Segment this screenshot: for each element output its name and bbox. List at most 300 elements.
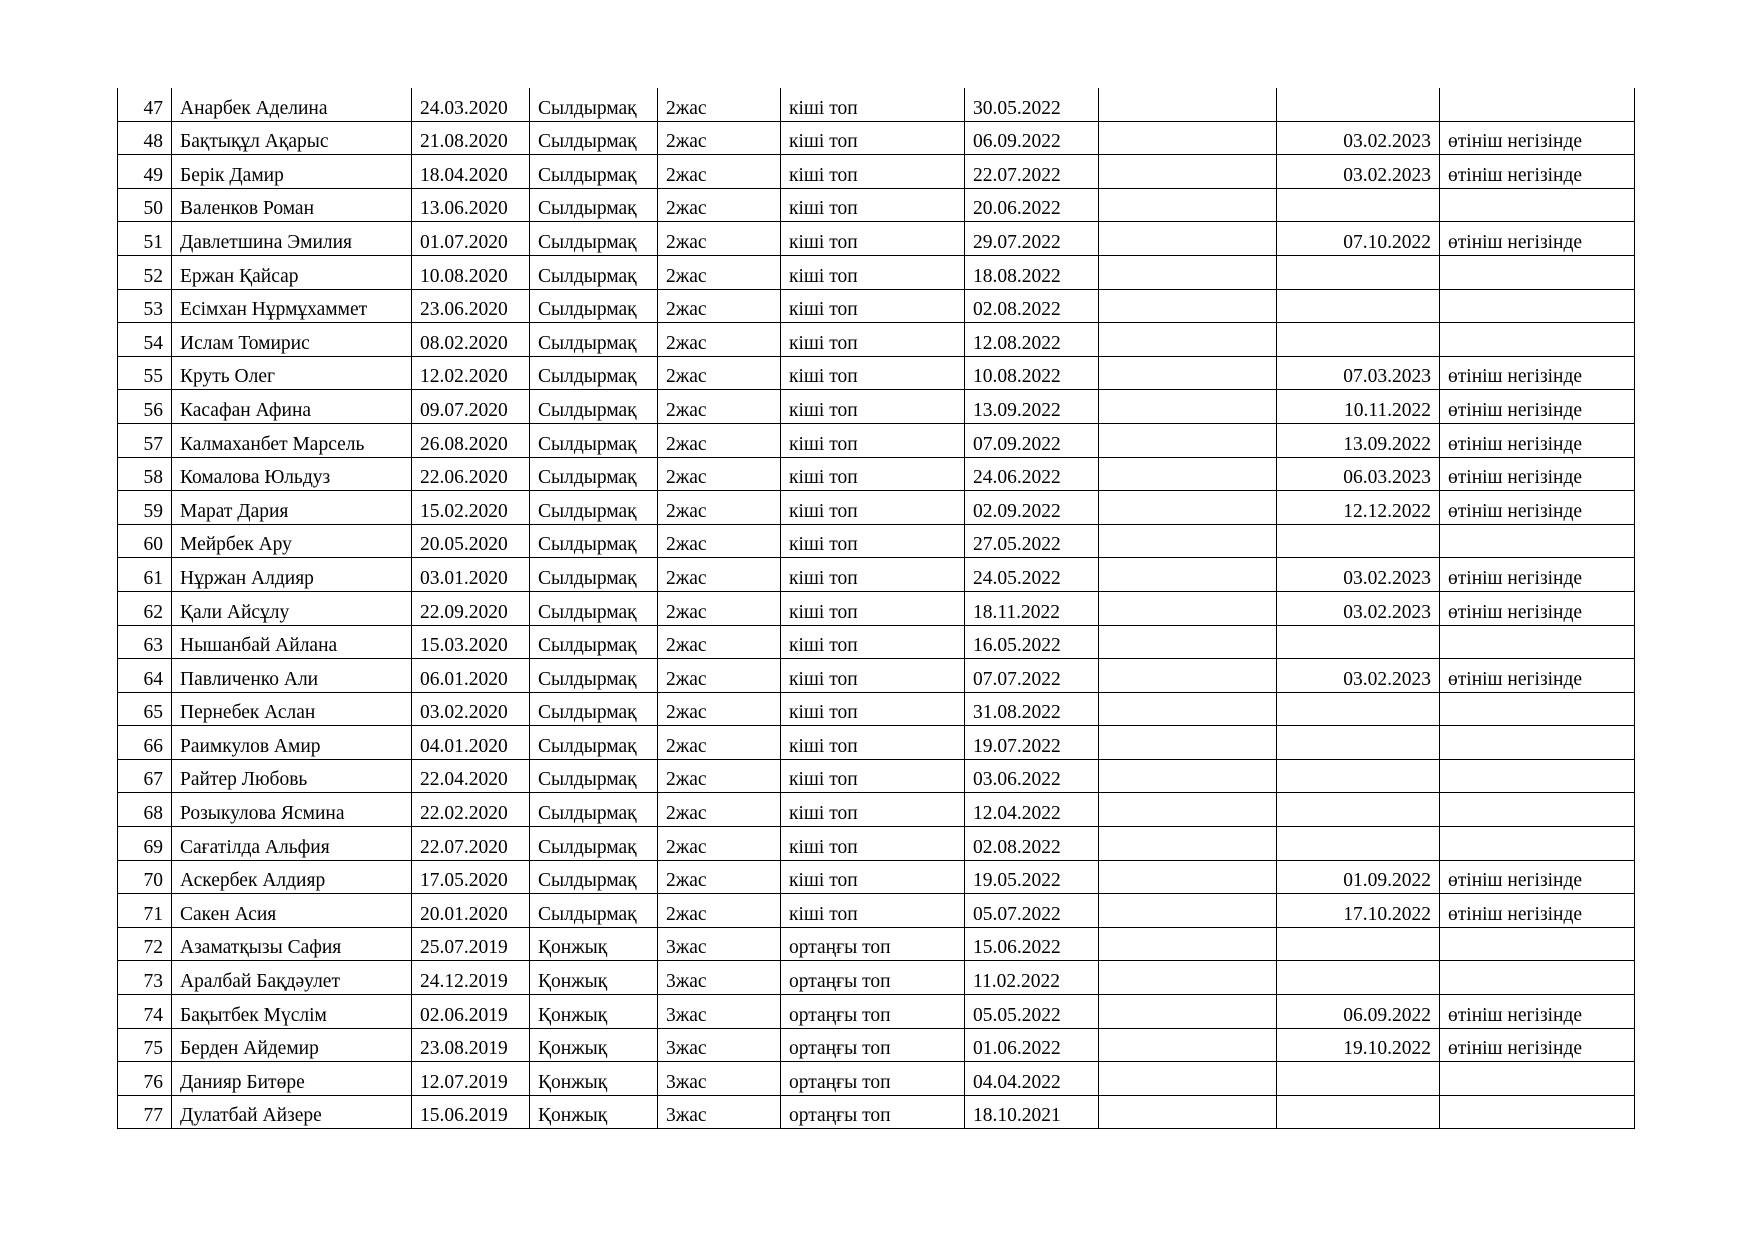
leaving-date: 10.11.2022	[1277, 390, 1440, 424]
table-row	[118, 155, 1635, 189]
group-level: кіші топ	[781, 121, 965, 155]
child-name: Дулатбай Айзере	[172, 1095, 412, 1129]
birth-date: 21.08.2020	[412, 121, 530, 155]
group-level: кіші топ	[781, 423, 965, 457]
leaving-reason	[1440, 726, 1635, 760]
enrollment-date: 30.05.2022	[965, 88, 1099, 121]
birth-date: 03.01.2020	[412, 558, 530, 592]
row-number: 70	[118, 860, 172, 894]
empty-cell	[1099, 491, 1277, 525]
row-number: 56	[118, 390, 172, 424]
age: 2жас	[658, 289, 781, 323]
leaving-date: 03.02.2023	[1277, 591, 1440, 625]
row-number: 60	[118, 524, 172, 558]
table-row	[118, 121, 1635, 155]
group-name: Сылдырмақ	[530, 457, 658, 491]
group-name: Сылдырмақ	[530, 121, 658, 155]
group-name: Қонжық	[530, 1062, 658, 1096]
age: 2жас	[658, 860, 781, 894]
empty-cell	[1099, 289, 1277, 323]
leaving-date	[1277, 827, 1440, 861]
empty-cell	[1099, 88, 1277, 121]
row-number: 52	[118, 255, 172, 289]
group-level: кіші топ	[781, 255, 965, 289]
child-name: Данияр Битөре	[172, 1062, 412, 1096]
age: 2жас	[658, 491, 781, 525]
leaving-date: 01.09.2022	[1277, 860, 1440, 894]
child-name: Мейрбек Ару	[172, 524, 412, 558]
age: 2жас	[658, 558, 781, 592]
group-name: Сылдырмақ	[530, 423, 658, 457]
child-name: Азаматқызы Сафия	[172, 927, 412, 961]
enrollment-date: 06.09.2022	[965, 121, 1099, 155]
leaving-reason	[1440, 289, 1635, 323]
birth-date: 09.07.2020	[412, 390, 530, 424]
row-number: 48	[118, 121, 172, 155]
leaving-reason	[1440, 793, 1635, 827]
leaving-reason: өтініш негізінде	[1440, 995, 1635, 1029]
age: 2жас	[658, 255, 781, 289]
empty-cell	[1099, 356, 1277, 390]
table-row	[118, 558, 1635, 592]
row-number: 77	[118, 1095, 172, 1129]
table-row	[118, 222, 1635, 256]
leaving-reason: өтініш негізінде	[1440, 1028, 1635, 1062]
row-number: 76	[118, 1062, 172, 1096]
group-name: Сылдырмақ	[530, 356, 658, 390]
birth-date: 25.07.2019	[412, 927, 530, 961]
leaving-date	[1277, 961, 1440, 995]
child-name: Пернебек Аслан	[172, 692, 412, 726]
leaving-reason: өтініш негізінде	[1440, 121, 1635, 155]
birth-date: 01.07.2020	[412, 222, 530, 256]
table-row	[118, 491, 1635, 525]
child-name: Давлетшина Эмилия	[172, 222, 412, 256]
row-number: 71	[118, 894, 172, 928]
empty-cell	[1099, 1028, 1277, 1062]
leaving-reason: өтініш негізінде	[1440, 558, 1635, 592]
age: 2жас	[658, 356, 781, 390]
child-name: Розыкулова Ясмина	[172, 793, 412, 827]
enrollment-date: 19.07.2022	[965, 726, 1099, 760]
child-name: Комалова Юльдуз	[172, 457, 412, 491]
group-level: ортаңғы топ	[781, 1028, 965, 1062]
leaving-date	[1277, 289, 1440, 323]
leaving-reason	[1440, 927, 1635, 961]
child-name: Анарбек Аделина	[172, 88, 412, 121]
group-level: кіші топ	[781, 88, 965, 121]
row-number: 61	[118, 558, 172, 592]
leaving-reason: өтініш негізінде	[1440, 390, 1635, 424]
birth-date: 20.05.2020	[412, 524, 530, 558]
table-row	[118, 423, 1635, 457]
leaving-reason: өтініш негізінде	[1440, 222, 1635, 256]
enrollment-date: 16.05.2022	[965, 625, 1099, 659]
group-level: кіші топ	[781, 558, 965, 592]
leaving-reason	[1440, 961, 1635, 995]
birth-date: 15.02.2020	[412, 491, 530, 525]
row-number: 59	[118, 491, 172, 525]
empty-cell	[1099, 759, 1277, 793]
group-name: Сылдырмақ	[530, 188, 658, 222]
table-row	[118, 625, 1635, 659]
leaving-reason: өтініш негізінде	[1440, 155, 1635, 189]
leaving-reason	[1440, 255, 1635, 289]
row-number: 72	[118, 927, 172, 961]
leaving-date: 07.10.2022	[1277, 222, 1440, 256]
group-level: кіші топ	[781, 625, 965, 659]
leaving-date	[1277, 1095, 1440, 1129]
child-name: Нұржан Алдияр	[172, 558, 412, 592]
enrollment-date: 13.09.2022	[965, 390, 1099, 424]
enrollment-date: 02.08.2022	[965, 827, 1099, 861]
leaving-date: 03.02.2023	[1277, 659, 1440, 693]
birth-date: 18.04.2020	[412, 155, 530, 189]
enrollment-date: 20.06.2022	[965, 188, 1099, 222]
group-level: кіші топ	[781, 356, 965, 390]
enrollment-date: 22.07.2022	[965, 155, 1099, 189]
empty-cell	[1099, 961, 1277, 995]
row-number: 62	[118, 591, 172, 625]
group-name: Сылдырмақ	[530, 860, 658, 894]
enrollment-date: 18.08.2022	[965, 255, 1099, 289]
enrollment-date: 18.11.2022	[965, 591, 1099, 625]
empty-cell	[1099, 726, 1277, 760]
age: 2жас	[658, 423, 781, 457]
age: 2жас	[658, 591, 781, 625]
age: 3жас	[658, 1028, 781, 1062]
leaving-reason: өтініш негізінде	[1440, 894, 1635, 928]
empty-cell	[1099, 558, 1277, 592]
leaving-reason: өтініш негізінде	[1440, 457, 1635, 491]
table-row	[118, 1028, 1635, 1062]
row-number: 66	[118, 726, 172, 760]
enrollment-date: 01.06.2022	[965, 1028, 1099, 1062]
enrollment-date: 02.08.2022	[965, 289, 1099, 323]
age: 2жас	[658, 390, 781, 424]
group-level: кіші топ	[781, 860, 965, 894]
birth-date: 08.02.2020	[412, 323, 530, 357]
birth-date: 04.01.2020	[412, 726, 530, 760]
row-number: 75	[118, 1028, 172, 1062]
leaving-date: 07.03.2023	[1277, 356, 1440, 390]
group-level: ортаңғы топ	[781, 927, 965, 961]
leaving-date: 12.12.2022	[1277, 491, 1440, 525]
birth-date: 06.01.2020	[412, 659, 530, 693]
empty-cell	[1099, 255, 1277, 289]
leaving-date: 06.09.2022	[1277, 995, 1440, 1029]
age: 3жас	[658, 961, 781, 995]
leaving-date	[1277, 188, 1440, 222]
birth-date: 12.02.2020	[412, 356, 530, 390]
group-level: кіші топ	[781, 793, 965, 827]
birth-date: 13.06.2020	[412, 188, 530, 222]
table-row	[118, 759, 1635, 793]
row-number: 50	[118, 188, 172, 222]
enrollment-date: 10.08.2022	[965, 356, 1099, 390]
enrollment-date: 12.04.2022	[965, 793, 1099, 827]
birth-date: 23.08.2019	[412, 1028, 530, 1062]
table-row	[118, 356, 1635, 390]
row-number: 49	[118, 155, 172, 189]
empty-cell	[1099, 995, 1277, 1029]
empty-cell	[1099, 860, 1277, 894]
row-number: 58	[118, 457, 172, 491]
group-name: Сылдырмақ	[530, 625, 658, 659]
leaving-reason	[1440, 625, 1635, 659]
birth-date: 03.02.2020	[412, 692, 530, 726]
leaving-date	[1277, 625, 1440, 659]
age: 2жас	[658, 793, 781, 827]
enrollment-date: 31.08.2022	[965, 692, 1099, 726]
row-number: 69	[118, 827, 172, 861]
age: 2жас	[658, 726, 781, 760]
group-level: кіші топ	[781, 894, 965, 928]
table-row	[118, 1095, 1635, 1129]
leaving-date	[1277, 255, 1440, 289]
group-name: Сылдырмақ	[530, 323, 658, 357]
leaving-date: 06.03.2023	[1277, 457, 1440, 491]
group-level: кіші топ	[781, 692, 965, 726]
leaving-reason: өтініш негізінде	[1440, 491, 1635, 525]
table-row	[118, 894, 1635, 928]
empty-cell	[1099, 323, 1277, 357]
table-row	[118, 961, 1635, 995]
group-name: Қонжық	[530, 1095, 658, 1129]
child-name: Есімхан Нұрмұхаммет	[172, 289, 412, 323]
enrollment-date: 27.05.2022	[965, 524, 1099, 558]
leaving-date: 03.02.2023	[1277, 155, 1440, 189]
empty-cell	[1099, 390, 1277, 424]
group-name: Сылдырмақ	[530, 692, 658, 726]
row-number: 68	[118, 793, 172, 827]
register-body	[118, 88, 1635, 1129]
empty-cell	[1099, 188, 1277, 222]
group-level: кіші топ	[781, 457, 965, 491]
leaving-date	[1277, 759, 1440, 793]
empty-cell	[1099, 524, 1277, 558]
group-name: Сылдырмақ	[530, 222, 658, 256]
group-level: ортаңғы топ	[781, 995, 965, 1029]
leaving-date	[1277, 88, 1440, 121]
table-row	[118, 995, 1635, 1029]
child-name: Бақтықұл Ақарыс	[172, 121, 412, 155]
age: 2жас	[658, 155, 781, 189]
leaving-date: 03.02.2023	[1277, 558, 1440, 592]
table-row	[118, 827, 1635, 861]
birth-date: 23.06.2020	[412, 289, 530, 323]
child-name: Райтер Любовь	[172, 759, 412, 793]
enrollment-date: 24.05.2022	[965, 558, 1099, 592]
group-name: Сылдырмақ	[530, 591, 658, 625]
birth-date: 17.05.2020	[412, 860, 530, 894]
age: 2жас	[658, 88, 781, 121]
group-level: кіші топ	[781, 726, 965, 760]
group-level: кіші топ	[781, 524, 965, 558]
enrollment-date: 04.04.2022	[965, 1062, 1099, 1096]
table-row	[118, 793, 1635, 827]
age: 2жас	[658, 222, 781, 256]
row-number: 53	[118, 289, 172, 323]
child-name: Сағатілда Альфия	[172, 827, 412, 861]
age: 2жас	[658, 692, 781, 726]
table-row	[118, 692, 1635, 726]
age: 3жас	[658, 1095, 781, 1129]
enrollment-date: 15.06.2022	[965, 927, 1099, 961]
row-number: 73	[118, 961, 172, 995]
birth-date: 22.04.2020	[412, 759, 530, 793]
child-name: Бақытбек Мүслім	[172, 995, 412, 1029]
group-level: кіші топ	[781, 155, 965, 189]
group-name: Сылдырмақ	[530, 390, 658, 424]
table-row	[118, 591, 1635, 625]
empty-cell	[1099, 1095, 1277, 1129]
child-name: Круть Олег	[172, 356, 412, 390]
row-number: 74	[118, 995, 172, 1029]
group-name: Сылдырмақ	[530, 894, 658, 928]
birth-date: 10.08.2020	[412, 255, 530, 289]
child-name: Валенков Роман	[172, 188, 412, 222]
table-row	[118, 323, 1635, 357]
group-name: Сылдырмақ	[530, 524, 658, 558]
table-row	[118, 289, 1635, 323]
leaving-reason	[1440, 323, 1635, 357]
row-number: 63	[118, 625, 172, 659]
group-level: кіші топ	[781, 323, 965, 357]
group-name: Сылдырмақ	[530, 558, 658, 592]
leaving-reason	[1440, 88, 1635, 121]
enrollment-date: 12.08.2022	[965, 323, 1099, 357]
child-name: Аралбай Бақдәулет	[172, 961, 412, 995]
leaving-reason: өтініш негізінде	[1440, 356, 1635, 390]
group-name: Сылдырмақ	[530, 155, 658, 189]
leaving-date	[1277, 726, 1440, 760]
birth-date: 22.06.2020	[412, 457, 530, 491]
enrollment-date: 24.06.2022	[965, 457, 1099, 491]
group-name: Сылдырмақ	[530, 289, 658, 323]
leaving-reason	[1440, 827, 1635, 861]
birth-date: 15.06.2019	[412, 1095, 530, 1129]
enrollment-date: 03.06.2022	[965, 759, 1099, 793]
leaving-date	[1277, 323, 1440, 357]
group-level: кіші топ	[781, 591, 965, 625]
group-name: Қонжық	[530, 1028, 658, 1062]
age: 3жас	[658, 1062, 781, 1096]
leaving-reason: өтініш негізінде	[1440, 591, 1635, 625]
group-level: кіші топ	[781, 759, 965, 793]
group-level: ортаңғы топ	[781, 961, 965, 995]
birth-date: 24.12.2019	[412, 961, 530, 995]
group-name: Сылдырмақ	[530, 491, 658, 525]
group-name: Қонжық	[530, 927, 658, 961]
table-row	[118, 927, 1635, 961]
age: 2жас	[658, 457, 781, 491]
leaving-reason: өтініш негізінде	[1440, 860, 1635, 894]
leaving-date	[1277, 692, 1440, 726]
child-name: Қали Айсұлу	[172, 591, 412, 625]
leaving-date: 03.02.2023	[1277, 121, 1440, 155]
group-level: кіші топ	[781, 659, 965, 693]
leaving-date	[1277, 927, 1440, 961]
enrollment-date: 05.05.2022	[965, 995, 1099, 1029]
group-name: Сылдырмақ	[530, 726, 658, 760]
group-name: Сылдырмақ	[530, 255, 658, 289]
row-number: 67	[118, 759, 172, 793]
enrollment-date: 29.07.2022	[965, 222, 1099, 256]
birth-date: 02.06.2019	[412, 995, 530, 1029]
child-name: Аскербек Алдияр	[172, 860, 412, 894]
leaving-reason: өтініш негізінде	[1440, 659, 1635, 693]
group-name: Сылдырмақ	[530, 793, 658, 827]
leaving-date	[1277, 524, 1440, 558]
age: 2жас	[658, 323, 781, 357]
row-number: 54	[118, 323, 172, 357]
group-level: кіші топ	[781, 390, 965, 424]
table-row	[118, 188, 1635, 222]
enrollment-date: 05.07.2022	[965, 894, 1099, 928]
birth-date: 12.07.2019	[412, 1062, 530, 1096]
table-row	[118, 390, 1635, 424]
row-number: 51	[118, 222, 172, 256]
leaving-reason	[1440, 1095, 1635, 1129]
empty-cell	[1099, 894, 1277, 928]
empty-cell	[1099, 222, 1277, 256]
table-row	[118, 860, 1635, 894]
group-level: ортаңғы топ	[781, 1095, 965, 1129]
leaving-reason: өтініш негізінде	[1440, 423, 1635, 457]
age: 2жас	[658, 524, 781, 558]
age: 2жас	[658, 188, 781, 222]
table-row	[118, 726, 1635, 760]
empty-cell	[1099, 659, 1277, 693]
table-row	[118, 524, 1635, 558]
group-name: Сылдырмақ	[530, 659, 658, 693]
group-name: Қонжық	[530, 961, 658, 995]
birth-date: 22.07.2020	[412, 827, 530, 861]
birth-date: 24.03.2020	[412, 88, 530, 121]
age: 3жас	[658, 995, 781, 1029]
group-level: ортаңғы топ	[781, 1062, 965, 1096]
empty-cell	[1099, 927, 1277, 961]
leaving-reason	[1440, 759, 1635, 793]
enrollment-date: 07.09.2022	[965, 423, 1099, 457]
group-name: Қонжық	[530, 995, 658, 1029]
leaving-date	[1277, 793, 1440, 827]
empty-cell	[1099, 625, 1277, 659]
leaving-date: 17.10.2022	[1277, 894, 1440, 928]
row-number: 64	[118, 659, 172, 693]
child-name: Берден Айдемир	[172, 1028, 412, 1062]
age: 2жас	[658, 625, 781, 659]
empty-cell	[1099, 457, 1277, 491]
empty-cell	[1099, 591, 1277, 625]
age: 2жас	[658, 659, 781, 693]
leaving-reason	[1440, 1062, 1635, 1096]
leaving-date	[1277, 1062, 1440, 1096]
child-name: Калмаханбет Марсель	[172, 423, 412, 457]
group-name: Сылдырмақ	[530, 827, 658, 861]
table-row	[118, 255, 1635, 289]
empty-cell	[1099, 1062, 1277, 1096]
leaving-reason	[1440, 524, 1635, 558]
group-name: Сылдырмақ	[530, 88, 658, 121]
birth-date: 22.02.2020	[412, 793, 530, 827]
child-name: Раимкулов Амир	[172, 726, 412, 760]
child-name: Ислам Томирис	[172, 323, 412, 357]
empty-cell	[1099, 155, 1277, 189]
empty-cell	[1099, 423, 1277, 457]
enrollment-date: 19.05.2022	[965, 860, 1099, 894]
